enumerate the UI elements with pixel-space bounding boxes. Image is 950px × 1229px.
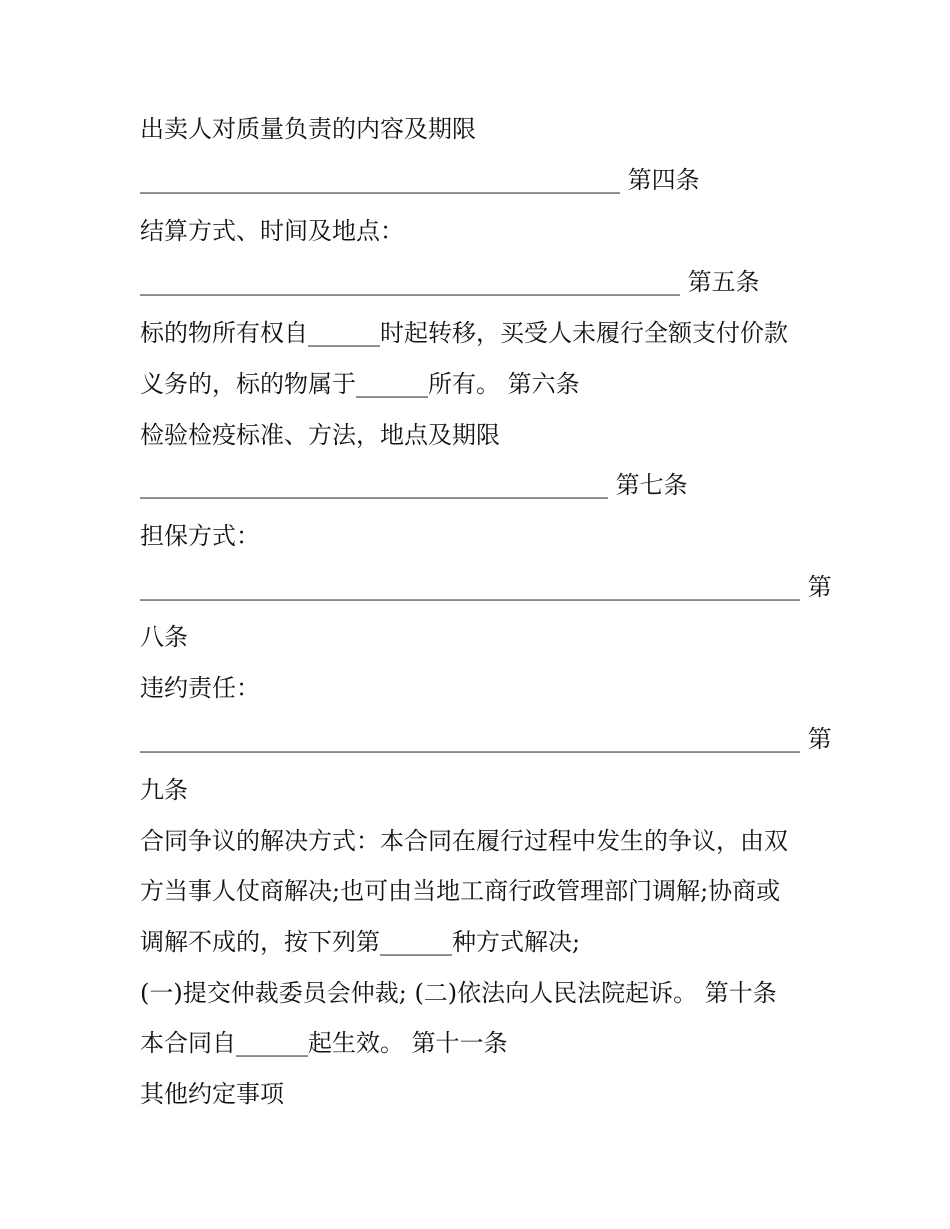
text-line: 违约责任：: [140, 674, 260, 702]
text-line: 合同争议的解决方式：本合同在履行过程中发生的争议，由双: [140, 827, 788, 855]
text-line: 本合同自______起生效。 第十一条: [140, 1029, 508, 1057]
text-line: _______________________________________________________ 第: [140, 725, 832, 753]
text-line: 标的物所有权自______时起转移，买受人未履行全额支付价款: [140, 319, 788, 347]
text-line: 检验检疫标准、方法，地点及期限: [140, 421, 500, 449]
text-line: 方当事人仗商解决;也可由当地工商行政管理部门调解;协商或: [140, 877, 781, 905]
text-line: 出卖人对质量负责的内容及期限: [140, 115, 476, 143]
text-line: 结算方式、时间及地点：: [140, 217, 404, 245]
text-line: 调解不成的，按下列第______种方式解决;: [140, 928, 581, 956]
text-line: 义务的，标的物属于______所有。 第六条: [140, 370, 580, 398]
text-line: _______________________________________ 第七条: [140, 471, 688, 499]
text-line: ________________________________________ 第四条: [140, 166, 700, 194]
text-line: _______________________________________________________ 第: [140, 573, 832, 601]
text-line: 八条: [140, 623, 188, 651]
text-line: 其他约定事项: [140, 1080, 284, 1108]
text-line: (一)提交仲裁委员会仲裁; (二)依法向人民法院起诉。 第十条: [140, 979, 777, 1007]
text-line: 九条: [140, 776, 188, 804]
text-line: 担保方式：: [140, 522, 260, 550]
text-line: _____________________________________________ 第五条: [140, 268, 760, 296]
